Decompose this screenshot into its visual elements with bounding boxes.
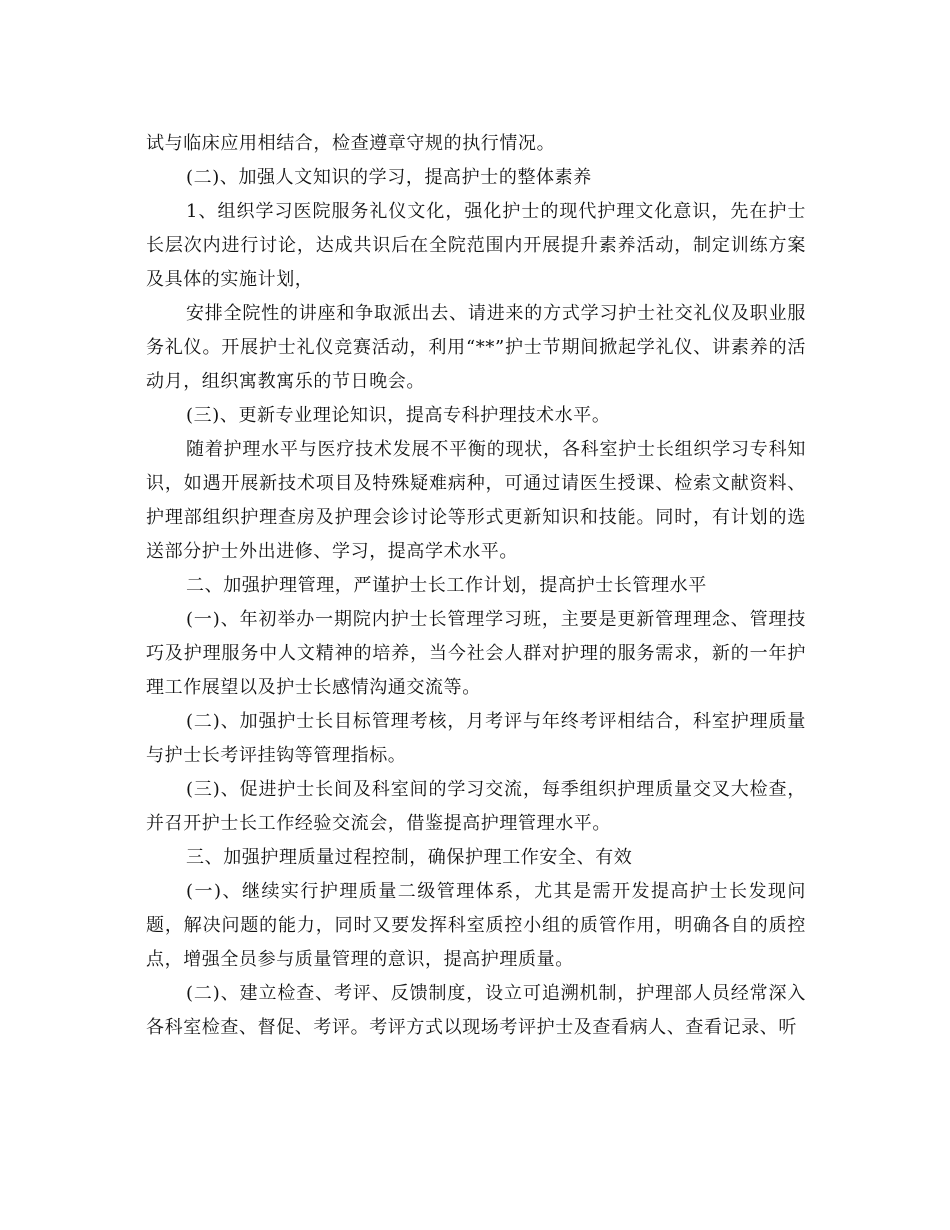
paragraph-continuation: 试与临床应用相结合，检查遵章守规的执行情况。 <box>146 133 556 154</box>
paragraph-two-level-system: (一)、继续实行护理质量二级管理体系，尤其是需开发提高护士长发现问题，解决问题的能力，同时又要发挥科室质控小组的质管作用，明确各自的质控点，增强全员参与质量管理的意识，提高护理质量。 <box>146 881 806 970</box>
paragraph-exchange: (三)、促进护士长间及科室间的学习交流，每季组织护理质量交叉大检查，并召开护士长工作经验交流会，借鉴提高护理管理水平。 <box>146 779 806 834</box>
paragraph-specialty-training: 随着护理水平与医疗技术发展不平衡的现状，各科室护士长组织学习专科知识，如遇开展新技术项目及特殊疑难病种，可通过请医生授课、检索文献资料、护理部组织护理查房及护理会诊讨论等形式更新知识和技能。同时，有计划的选送部分护士外出进修、学习，提高学术水平。 <box>146 439 806 562</box>
heading-quality-control: 三、加强护理质量过程控制，确保护理工作安全、有效 <box>186 847 633 868</box>
subheading-humanities: (二)、加强人文知识的学习，提高护士的整体素养 <box>186 167 592 188</box>
paragraph-head-nurse-course: (一)、年初举办一期院内护士长管理学习班，主要是更新管理理念、管理技巧及护理服务中人文精神的培养，当今社会人群对护理的服务需求，新的一年护理工作展望以及护士长感情沟通交流等。 <box>146 609 806 698</box>
paragraph-target-assessment: (二)、加强护士长目标管理考核，月考评与年终考评相结合，科室护理质量与护士长考评挂钩等管理指标。 <box>146 711 806 766</box>
paragraph-etiquette-culture: 1、组织学习医院服务礼仪文化，强化护士的现代护理文化意识，先在护士长层次内进行讨论，达成共识后在全院范围内开展提升素养活动，制定训练方案及具体的实施计划， <box>146 201 806 290</box>
document-body <box>146 127 806 1045</box>
subheading-professional-knowledge: (三)、更新专业理论知识，提高专科护理技术水平。 <box>186 405 611 426</box>
paragraph-lectures: 安排全院性的讲座和争取派出去、请进来的方式学习护士社交礼仪及职业服务礼仪。开展护士礼仪竞赛活动，利用“**”护士节期间掀起学礼仪、讲素养的活动月，组织寓教寓乐的节日晚会。 <box>146 303 806 392</box>
paragraph-inspection-feedback: (二)、建立检查、考评、反馈制度，设立可追溯机制，护理部人员经常深入各科室检查、督促、考评。考评方式以现场考评护士及查看病人、查看记录、听 <box>146 983 806 1038</box>
heading-nursing-management: 二、加强护理管理，严谨护士长工作计划，提高护士长管理水平 <box>186 575 707 596</box>
